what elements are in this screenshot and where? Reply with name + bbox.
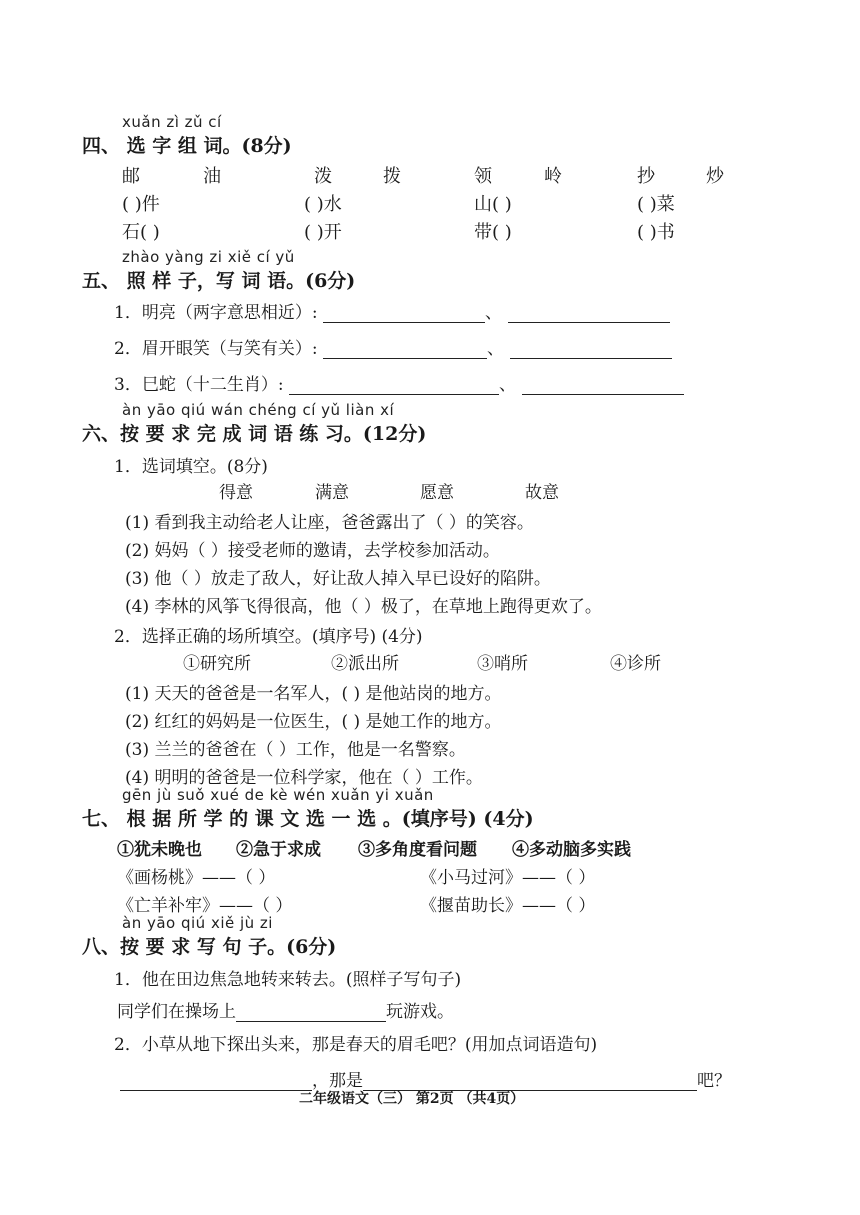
section5-title: 五、 照 样 子，写 词 语。(6分): [82, 270, 356, 292]
answer-blank[interactable]: [522, 376, 684, 395]
item-prompt: 1．明亮（两字意思相近）:: [114, 303, 318, 323]
place-option: ②派出所: [331, 654, 399, 674]
fill-blank-item[interactable]: 山( ): [474, 194, 512, 215]
place-option: ③哨所: [477, 654, 528, 674]
char-option: 拨: [383, 166, 401, 187]
sentence-end: 吧？: [697, 1071, 731, 1091]
fill-blank-item[interactable]: ( )件: [122, 194, 160, 215]
section8-q1: 1．他在田边焦急地转来转去。(照样子写句子): [114, 970, 462, 990]
item-prompt: 3．巳蛇（十二生肖）:: [114, 375, 284, 395]
answer-blank[interactable]: [510, 340, 672, 359]
answer-blank[interactable]: [323, 340, 487, 359]
idea-option: ③多角度看问题: [358, 840, 477, 860]
separator: 、: [498, 375, 516, 395]
fill-blank-item[interactable]: ( )菜: [637, 194, 675, 215]
match-item: 《揠苗助长》——（ ）: [420, 896, 596, 916]
sentence-end: 玩游戏。: [386, 1002, 454, 1022]
answer-blank[interactable]: [120, 1072, 312, 1091]
section8-q1-answer: [117, 997, 454, 1022]
sentence-middle: ，那是: [312, 1071, 363, 1091]
section6-q2-title: 2．选择正确的场所填空。(填序号) (4分): [114, 627, 423, 647]
char-option: 岭: [544, 166, 562, 187]
separator: 、: [484, 303, 502, 323]
fill-blank-item[interactable]: ( )书: [637, 222, 675, 243]
answer-blank[interactable]: [508, 304, 670, 323]
word-option: 得意: [219, 483, 253, 503]
char-option: 油: [203, 166, 221, 187]
question-item: (2) 红红的妈妈是一位医生，( ) 是她工作的地方。: [125, 712, 502, 732]
section5-item-3: [114, 370, 684, 395]
word-option: 愿意: [420, 483, 454, 503]
section4-pinyin: xuǎn zì zǔ cí: [122, 113, 222, 131]
char-option: 抄: [637, 166, 655, 187]
char-option: 邮: [122, 166, 140, 187]
idea-option: ④多动脑多实践: [512, 840, 631, 860]
section5-item-2: [114, 334, 672, 359]
question-item: (4) 明明的爸爸是一位科学家，他在（ ）工作。: [125, 768, 483, 788]
section8-title: 八、按 要 求 写 句 子。(6分): [82, 936, 337, 958]
section7-pinyin: gēn jù suǒ xué de kè wén xuǎn yi xuǎn: [122, 786, 434, 804]
answer-blank[interactable]: [289, 376, 499, 395]
question-item: (2) 妈妈（ ）接受老师的邀请，去学校参加活动。: [125, 541, 500, 561]
question-item: (4) 李林的风筝飞得很高，他（ ）极了，在草地上跑得更欢了。: [125, 597, 602, 617]
question-item: (3) 兰兰的爸爸在（ ）工作，他是一名警察。: [125, 740, 466, 760]
item-prompt: 2．眉开眼笑（与笑有关）:: [114, 339, 318, 359]
idea-option: ①犹未晚也: [117, 840, 202, 860]
char-option: 领: [474, 166, 492, 187]
sentence-start: 同学们在操场上: [117, 1002, 236, 1022]
section5-item-1: [114, 298, 670, 323]
answer-blank[interactable]: [323, 304, 485, 323]
section6-pinyin: àn yāo qiú wán chéng cí yǔ liàn xí: [122, 401, 395, 419]
char-option: 炒: [706, 166, 724, 187]
fill-blank-item[interactable]: 带( ): [474, 222, 512, 243]
separator: 、: [486, 339, 504, 359]
answer-blank[interactable]: [236, 1003, 386, 1022]
question-item: (3) 他（ ）放走了敌人，好让敌人掉入早已设好的陷阱。: [125, 569, 551, 589]
section6-q1-title: 1．选词填空。(8分): [114, 457, 268, 477]
fill-blank-item[interactable]: ( )水: [304, 194, 342, 215]
place-option: ④诊所: [610, 654, 661, 674]
section7-title: 七、 根 据 所 学 的 课 文 选 一 选 。(填序号) (4分): [82, 808, 534, 830]
place-option: ①研究所: [183, 654, 251, 674]
fill-blank-item[interactable]: 石( ): [122, 222, 160, 243]
idea-option: ②急于求成: [236, 840, 321, 860]
section6-title: 六、按 要 求 完 成 词 语 练 习。(12分): [82, 423, 427, 445]
section4-title: 四、 选 字 组 词。(8分): [82, 135, 292, 157]
match-item: 《小马过河》——（ ）: [420, 868, 596, 888]
question-item: (1) 天天的爸爸是一名军人，( ) 是他站岗的地方。: [125, 684, 502, 704]
section5-pinyin: zhào yàng zi xiě cí yǔ: [122, 248, 295, 266]
match-item: 《亡羊补牢》——（ ）: [117, 896, 293, 916]
match-item: 《画杨桃》——（ ）: [117, 868, 276, 888]
section8-q2: 2．小草从地下探出头来，那是春天的眉毛吧？(用加点词语造句): [114, 1035, 598, 1055]
question-item: (1) 看到我主动给老人让座，爸爸露出了（ ）的笑容。: [125, 513, 534, 533]
word-option: 故意: [525, 483, 559, 503]
fill-blank-item[interactable]: ( )开: [304, 222, 342, 243]
section8-pinyin: àn yāo qiú xiě jù zi: [122, 914, 273, 932]
word-option: 满意: [315, 483, 349, 503]
page-footer: 二年级语文（三） 第2页 （共4页）: [299, 1091, 525, 1107]
char-option: 泼: [314, 166, 332, 187]
